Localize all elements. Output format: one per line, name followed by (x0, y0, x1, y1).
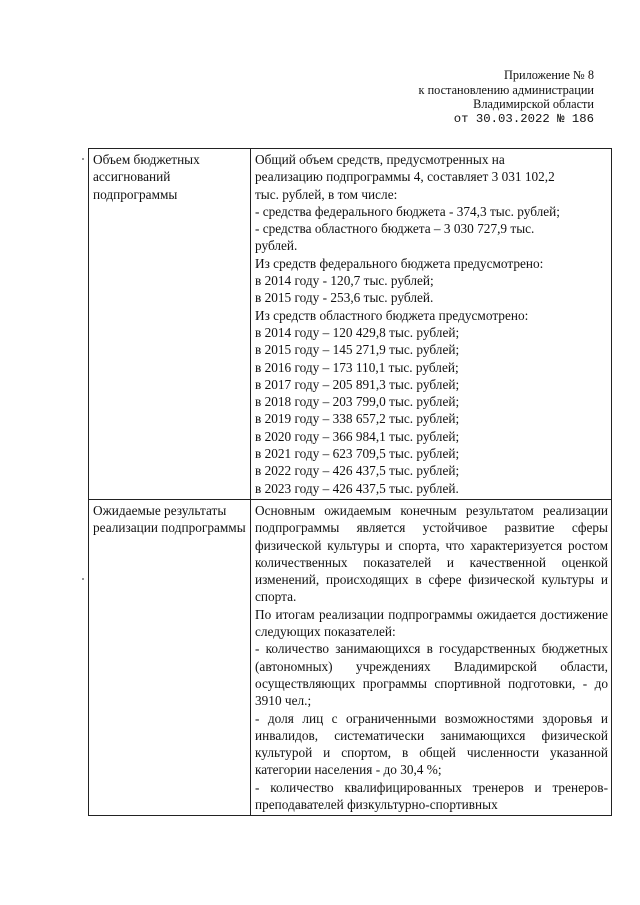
budget-line: в 2020 году – 366 984,1 тыс. рублей; (255, 428, 460, 444)
results-paragraph: Основным ожидаемым конечным результатом реализации подпрограммы является устойчивое развитие сферы физической культуры и спорта, что характеризуется ростом количественных показателей и качественной оценкой изменений, происходящих в сфере физической культуры и спорта. (255, 502, 608, 605)
budget-line: в 2018 году – 203 799,0 тыс. рублей; (255, 394, 460, 410)
budget-line: в 2023 году – 426 437,5 тыс. рублей. (255, 480, 459, 496)
appendix-date-number: от 30.03.2022 № 186 (453, 111, 594, 126)
table-row (89, 149, 612, 500)
appendix-resolution-line: к постановлению администрации (418, 82, 594, 97)
budget-line: в 2014 году - 120,7 тыс. рублей; (255, 273, 434, 289)
appendix-region-line: Владимирской области (473, 97, 594, 111)
results-paragraph: По итогам реализации подпрограммы ожидается достижение следующих показателей: (255, 606, 608, 640)
budget-line: тыс. рублей, в том числе: (255, 186, 398, 202)
budget-line: Из средств федерального бюджета предусмотрено: (255, 255, 544, 271)
row-label-budget: Объем бюджетных ассигнований подпрограммы (89, 149, 251, 500)
budget-line: в 2022 году – 426 437,5 тыс. рублей; (255, 463, 460, 479)
results-paragraph: - доля лиц с ограниченными возможностями здоровья и инвалидов, систематически занимающихся физической культурой и спортом, в общей численности указанной категории населения - до 30,4 %; (255, 710, 608, 778)
row-label-results: Ожидаемые результаты реализации подпрограммы (89, 499, 251, 815)
results-paragraph: - количество квалифицированных тренеров и тренеров-преподавателей физкультурно-спортивных (255, 779, 608, 812)
budget-line: Общий объем средств, предусмотренных на (255, 152, 505, 167)
budget-line: в 2015 году - 253,6 тыс. рублей. (255, 290, 434, 306)
appendix-title: Приложение № 8 (503, 68, 594, 82)
margin-mark (82, 578, 84, 580)
budget-line: в 2019 году – 338 657,2 тыс. рублей; (255, 411, 460, 427)
budget-line: в 2015 году – 145 271,9 тыс. рублей; (255, 342, 460, 358)
budget-line: в 2021 году – 623 709,5 тыс. рублей; (255, 446, 460, 462)
budget-line: в 2017 году – 205 891,3 тыс. рублей; (255, 376, 460, 392)
budget-line: реализацию подпрограммы 4, составляет 3 031 102,2 (255, 169, 555, 185)
budget-line: рублей. (255, 238, 298, 254)
margin-mark (82, 158, 84, 160)
budget-line: - средства федерального бюджета - 374,3 тыс. рублей; (255, 203, 560, 219)
budget-line: в 2016 году – 173 110,1 тыс. рублей; (255, 359, 459, 375)
appendix-header (419, 68, 594, 126)
row-content-results (251, 499, 612, 815)
subprogram-passport-table (88, 148, 612, 816)
row-content-budget (251, 149, 612, 500)
results-paragraph: - количество занимающихся в государственных бюджетных (автономных) учреждениях Владимирской области, осуществляющих программы спортивной подготовки, - до 3910 чел.; (255, 641, 608, 709)
budget-line: в 2014 году – 120 429,8 тыс. рублей; (255, 324, 460, 340)
table-row (89, 499, 612, 815)
budget-line: Из средств областного бюджета предусмотрено: (255, 307, 529, 323)
budget-line: - средства областного бюджета – 3 030 727,9 тыс. (255, 221, 535, 237)
